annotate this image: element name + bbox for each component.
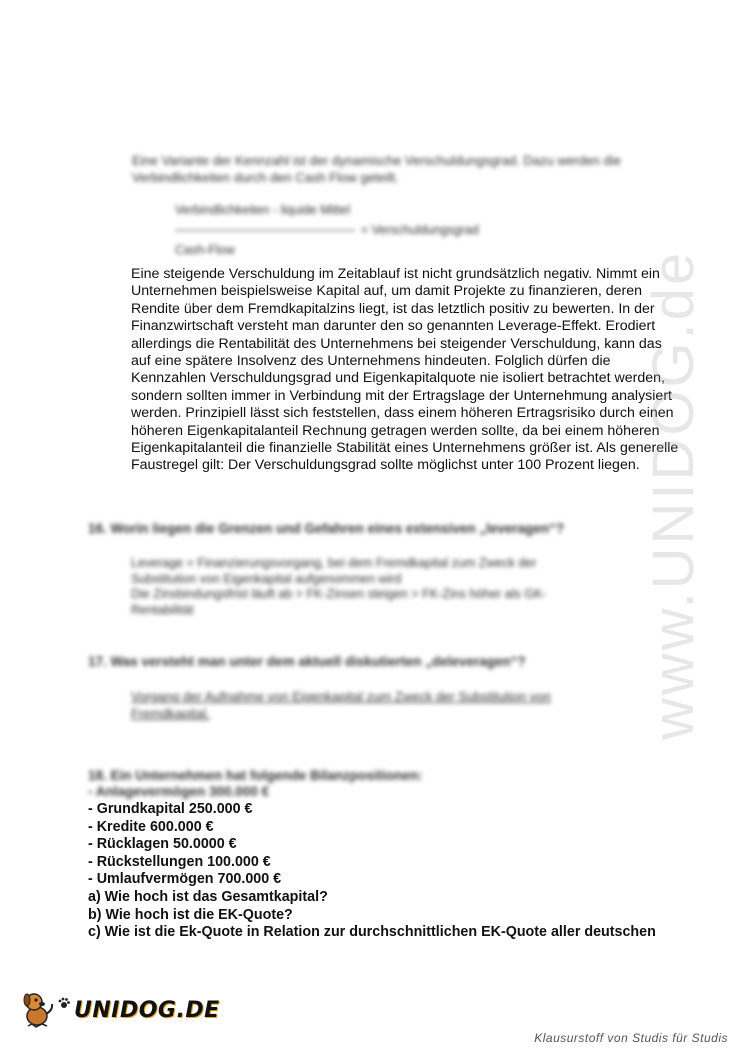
list-item: - Kredite 600.000 €: [88, 818, 214, 835]
list-item: b) Wie hoch ist die EK-Quote?: [88, 906, 293, 923]
main-paragraph: Eine steigende Verschuldung im Zeitablauf ist nicht grundsätzlich negativ. Nimmt ein Unternehmen beispielsweise Kapital auf, um damit Projekte zu finanzieren, deren Rendite über dem Fremdkapitalzins liegt, ist das letztlich positiv zu bewerten. In der Finanzwirtschaft versteht man darunter den so genannten Leverage-Effekt. Erodiert allerdings die Rentabilität des Unternehmens bei steigender Verschuldung, kann das auf eine spätere Insolvenz des Unternehmens hindeuten. Folglich dürfen die Kennzahlen Verschuldungsgrad und Eigenkapitalquote nie isoliert betrachtet werden, sondern sollten immer in Verbindung mit der Ertragslage der Unternehmung analysiert werden. Prinzipiell lässt sich feststellen, dass einem höheren Ertragsrisiko durch einen höheren Eigenkapitalanteil Rechnung getragen werden sollte, da bei einem höheren Eigenkapitalanteil die finanzielle Stabilität eines Unternehmens größer ist. Als generelle Faustregel gilt: Der Verschuldungsgrad sollte möglichst unter 100 Prozent liegen.: [131, 266, 679, 474]
list-item: a) Wie hoch ist das Gesamtkapital?: [88, 888, 328, 905]
answer-line: Vorgang der Aufnahme von Eigenkapital zum Zweck der Substitution von: [131, 689, 551, 704]
formula-numerator: Verbindlichkeiten - liquide Mittel: [175, 203, 351, 217]
list-item: - Grundkapital 250.000 €: [88, 801, 253, 817]
answer-line: Leverage = Finanzierungsvorgang, bei dem Fremdkapital zum Zweck der: [131, 556, 537, 570]
balance-item-blurred: - Anlagevermögen 300.000 €: [88, 784, 270, 799]
footer-slogan: Klausurstoff von Studis für Studis: [534, 1031, 728, 1045]
list-item: - Rücklagen 50.0000 €: [88, 836, 237, 853]
answer-line: Rentabilität: [131, 602, 194, 617]
answer-line: Substitution von Eigenkapital aufgenommen wird: [131, 571, 402, 586]
list-item: - Rückstellungen 100.000 €: [88, 853, 271, 870]
question-18-heading: 18. Ein Unternehmen hat folgende Bilanzpositionen:: [88, 768, 423, 783]
paw-icon: [58, 997, 70, 1009]
question-17-heading: 17. Was versteht man unter dem aktuell diskutierten „deleveragen“?: [88, 654, 526, 669]
intro-text: Eine Variante der Kennzahl ist der dynamische Verschuldungsgrad. Dazu werden die Verbindlichkeiten durch den Cash Flow geteilt.: [132, 153, 621, 185]
list-item: c) Wie ist die Ek-Quote in Relation zur durchschnittlichen EK-Quote aller deutschen: [88, 924, 656, 941]
fraction-line: [175, 230, 355, 231]
answer-line: Fremdkapital.: [131, 706, 210, 721]
formula-result: = Verschuldungsgrad: [361, 223, 479, 237]
question-16-heading: 16. Worin liegen die Grenzen und Gefahren eines extensiven „leveragen“?: [88, 521, 565, 536]
question-17-answer: [131, 688, 631, 722]
logo-text: UNIDOG.DE: [74, 997, 220, 1023]
formula-denominator: Cash-Flow: [175, 243, 235, 257]
answer-line: Die Zinsbindungsfrist läuft ab > FK-Zinsen steigen > FK-Zins höher als GK-: [131, 587, 547, 601]
dog-icon: [22, 990, 56, 1030]
formula: [175, 202, 479, 258]
question-18-list: [88, 801, 656, 942]
footer-logo[interactable]: [22, 990, 220, 1030]
watermark: www.UNIDOG.de: [641, 249, 706, 740]
list-item: - Umlaufvermögen 700.000 €: [88, 871, 282, 888]
question-16-answer: [131, 556, 641, 618]
